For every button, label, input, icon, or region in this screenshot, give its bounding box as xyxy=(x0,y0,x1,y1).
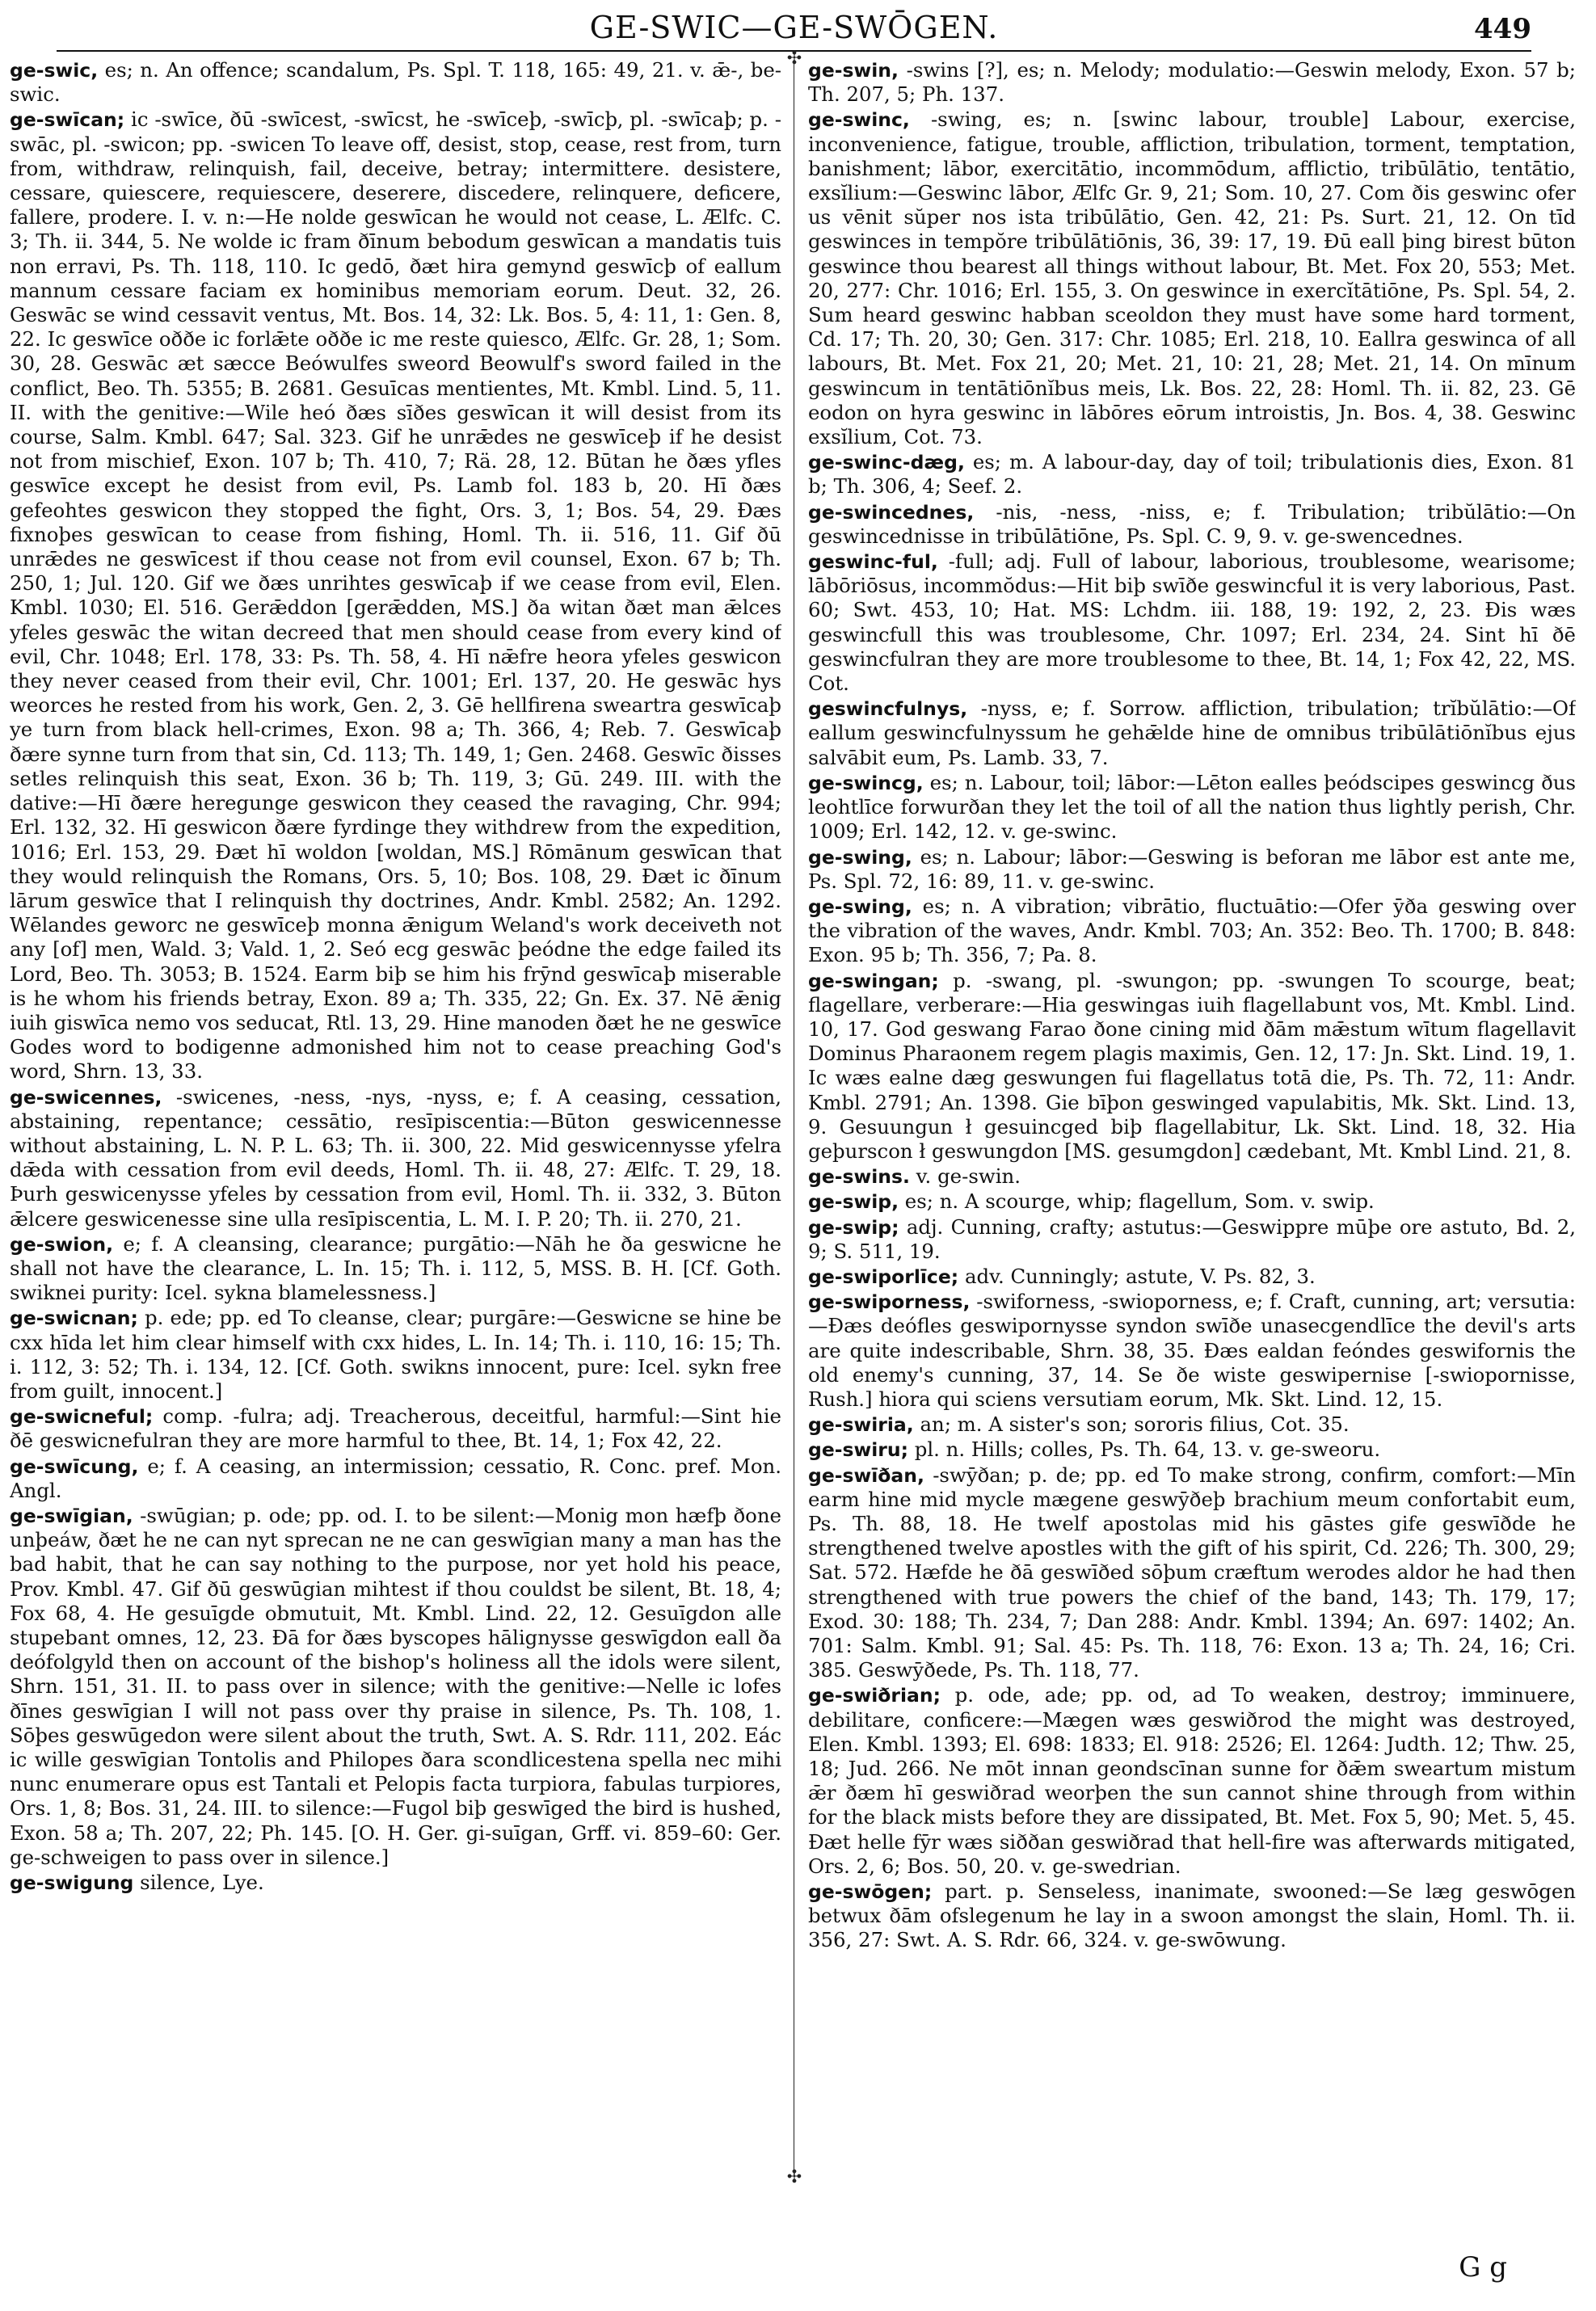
divider-top-ornament: ✣ xyxy=(786,48,802,69)
running-title: GE-SWIC—GE-SWŌGEN. xyxy=(589,10,999,45)
entry-definition: an; m. A sister's son; sororis filius, Cot. 35. xyxy=(913,1412,1350,1437)
entry-definition: -full; adj. Full of labour, laborious, troublesome, wearisome; lābōriōsus, incommŏdus:—Hit biþ swīðe geswincful it is very laborious, Past. 60; Swt. 453, 10; Hat. MS: Lchdm. iii. 188, 19: 192, 2, 23. Ðis wæs geswincfull this was troublesome, Chr. 1097; Erl. 234, 24. Sint hī ðē geswincfulran they are more troublesome to thee, Bt. 14, 1; Fox 42, 22, MS. Cot. xyxy=(808,549,1576,696)
dictionary-entry xyxy=(808,1189,1576,1214)
headword: ge-swincednes, xyxy=(808,500,975,524)
dictionary-entry xyxy=(808,969,1576,1164)
entry-definition: adv. Cunningly; astute, V. Ps. 82, 3. xyxy=(958,1264,1316,1288)
entry-definition: ic -swīce, ðū -swīcest, -swīcst, he -swīceþ, -swīcþ, pl. -swīcaþ; p. -swāc, pl. -swicon; pp. -swicen To leave off, desist, stop, cease, rest from, turn from, withdraw, relinquish, fail, deceive, betray; intermittere. desistere, cessare, quiescere, requiescere, deserere, discedere, relinquere, deficere, fallere, prodere. I. v. n:—He nolde geswīcan he would not cease, L. Ælfc. C. 3; Th. ii. 344, 5. Ne wolde ic fram ðīnum bebodum geswīcan a mandatis tuis non erravi, Ps. Th. 118, 110. Ic gedō, ðæt hira gemynd geswīcþ of eallum mannum cessare faciam ex hominibus memoriam eorum. Deut. 32, 26. Geswāc se wind cessavit ventus, Mt. Bos. 14, 32: Lk. Bos. 5, 4: 11, 1: Gen. 8, 22. Ic geswīce oððe ic forlǣte oððe ic me reste quiesco, Ælfc. Gr. 28, 1; Som. 30, 28. Geswāc æt sæcce Beówulfes sweord Beowulf's sword failed in the conflict, Beo. Th. 5355; B. 2681. Gesuīcas mentientes, Mt. Kmbl. Lind. 5, 11. II. with the genitive:—Wile heó ðæs sīðes geswīcan it will desist from its course, Salm. Kmbl. 647; Sal. 323. Gif he unrǣdes ne geswīceþ if he desist not from mischief, Exon. 107 b; Th. 410, 7; Rä. 28, 12. Būtan he ðæs yfles geswīce except he desist from evil, Ps. Lamb fol. 183 b, 20. Hī ðæs gefeohtes geswicon they stopped the fight, Ors. 3, 1; Bos. 54, 29. Ðæs fixnoþes geswīcan to cease from fishing, Homl. Th. ii. 516, 11. Gif ðū unrǣdes ne geswīcest if thou cease not from evil counsel, Exon. 67 b; Th. 250, 1; Jul. 120. Gif we ðæs unrihtes geswīcaþ if we cease from evil, Elen. Kmbl. 1030; El. 516. Gerǣddon [gerǣdden, MS.] ða witan ðæt man ǣlces yfeles geswāc the witan decreed that men should cease from every kind of evil, Chr. 1048; Erl. 178, 33: Ps. Th. 58, 4. Hī nǣfre heora yfeles geswicon they never ceased from their evil, Chr. 1001; Erl. 137, 20. He geswāc hys weorces he rested from his work, Gen. 2, 3. Gē hellfirena sweartra geswīcaþ ye turn from black hell-crimes, Exon. 98 a; Th. 366, 4; Reb. 7. Geswīcaþ ðære synne turn from that sin, Cd. 113; Th. 149, 1; Gen. 2468. Geswīc ðisses setles relinquish this seat, Exon. 36 b; Th. 119, 3; Gū. 249. III. with the dative:—Hī ðære heregunge geswicon they ceased the ravaging, Chr. 994; Erl. 132, 32. Hī geswicon ðære fyrdinge they withdrew from the expedition, 1016; Erl. 153, 29. Ðæt hī woldon [woldan, MS.] Rōmānum geswīcan that they would relinquish the Romans, Ors. 5, 10; Bos. 108, 29. Ðæt ic ðīnum lārum geswīce that I relinquish thy doctrines, Andr. Kmbl. 2582; An. 1292. Wēlandes geworc ne geswīceþ monna ǣnigum Weland's work deceiveth not any [of] men, Wald. 3; Vald. 1, 2. Seó ecg geswāc þeódne the edge failed its Lord, Beo. Th. 3053; B. 1524. Earm biþ se him his frȳnd geswīcaþ miserable is he whom his friends betray, Exon. 89 a; Th. 335, 22; Gn. Ex. 37. Nē ǣnig iuih giswīca nemo vos seducat, Rtl. 13, 29. Hine manoden ðæt he ne geswīce Godes word to bodigenne admonished him not to cease preaching God's word, Shrn. 13, 33. xyxy=(10,107,781,1084)
headword: ge-swip, xyxy=(808,1190,899,1214)
headword: ge-swingan; xyxy=(808,969,939,992)
headword: ge-swīðan, xyxy=(808,1463,924,1487)
entry-definition: -swicenes, -ness, -nys, -nyss, e; f. A ceasing, cessation, abstaining, repentance; cessātio, resīpiscentia:—Būton geswicennesse without abstaining, L. N. P. L. 63; Th. ii. 300, 22. Mid geswicennysse yfelra dǣda with cessation from evil deeds, Homl. Th. ii. 48, 27: Ælfc. T. 29, 18. Þurh geswicenysse yfeles by cessation from evil, Homl. Th. ii. 332, 3. Būton ǣlcere geswicenesse sine ulla resīpiscentia, L. M. I. P. 20; Th. ii. 270, 21. xyxy=(10,1084,781,1231)
entry-definition: es; n. A scourge, whip; flagellum, Som. v. swip. xyxy=(899,1189,1375,1214)
headword: ge-swicneful; xyxy=(10,1405,154,1429)
entry-definition: p. ode, ade; pp. od, ad To weaken, destroy; imminuere, debilitare, conficere:—Mægen wæs geswiðrod the might was destroyed, Elen. Kmbl. 1393; El. 698: 1833; El. 918: 2526; El. 1264: Judth. 12; Thw. 25, 18; Jud. 266. Ne mōt innan geondscīnan sunne for ðǣm sweartum mistum ǣr ðæm hī geswiðrad weorþen the sun cannot shine through from within for the black mists before they are dissipated, Bt. Met. Fox 5, 90; Met. 5, 45. Ðæt helle fȳr wæs siððan geswiðrad that hell-fire was afterwards mitigated, Ors. 2, 6; Bos. 50, 20. v. ge-swedrian. xyxy=(808,1683,1576,1878)
headword: ge-swiðrian; xyxy=(808,1684,941,1707)
headword: geswinc-ful, xyxy=(808,550,938,574)
headword: ge-swiria, xyxy=(808,1413,914,1437)
entry-definition: pl. n. Hills; colles, Ps. Th. 64, 13. v. ge-sweoru. xyxy=(907,1438,1381,1462)
headword: ge-swinc-dæg, xyxy=(808,451,965,474)
headword: ge-swin, xyxy=(808,59,899,82)
entry-definition: -swins [?], es; n. Melody; modulatio:—Geswin melody, Exon. 57 b; Th. 207, 5; Ph. 137. xyxy=(808,58,1576,107)
entry-definition: comp. -fulra; adj. Treacherous, deceitful, harmful:—Sint hie ðē geswicnefulran they are more harmful to thee, Bt. 14, 1; Fox 42, 22. xyxy=(10,1404,781,1453)
headword: ge-swic, xyxy=(10,59,99,82)
headword: ge-swigung xyxy=(10,1871,134,1895)
entry-definition: -swing, es; n. [swinc labour, trouble] Labour, exercise, inconvenience, fatigue, trouble, affliction, tribulation, torment, temptation, banishment; lābor, exercitātio, incommōdum, afflictio, tribūlātio, tentātio, exsĭlium:—Geswinc lābor, Ælfc Gr. 9, 21; Som. 10, 27. Com ðis geswinc ofer us vēnit sŭper nos ista tribūlātio, Gen. 42, 21: Ps. Surt. 21, 12. On tīd geswinces in tempŏre tribūlātiōnis, 36, 39: 17, 19. Ðū eall þing birest būton geswince thou bearest all things without labour, Bt. Met. Fox 20, 553; Met. 20, 277: Chr. 1016; Erl. 155, 3. On geswince in exercĭtātiōne, Ps. Spl. 54, 2. Sum heard geswinc habban sceoldon they must have some hard torment, Cd. 17; Th. 20, 30; Gen. 317: Chr. 1085; Erl. 218, 10. Eallra geswinca of all labours, Bt. Met. Fox 21, 20; Met. 21, 10: 21, 28; Met. 21, 14. On mīnum geswincum in tentātiōnĭbus meis, Lk. Bos. 22, 28: Homl. Th. ii. 82, 23. Gē eodon on hyra geswinc in lābōres eōrum introistis, Jn. Bos. 4, 38. Geswinc exsĭlium, Cot. 73. xyxy=(808,107,1576,449)
entry-definition: es; n. A vibration; vibrātio, fluctuātio:—Ofer ȳða geswing over the vibration of the waves, Andr. Kmbl. 703; An. 352: Beo. Th. 1700; B. 848: Exon. 95 b; Th. 356, 7; Pa. 8. xyxy=(808,894,1576,967)
left-column xyxy=(10,58,781,2240)
dictionary-entry xyxy=(808,697,1576,770)
dictionary-entry xyxy=(808,1880,1576,1953)
headword: ge-swiporness, xyxy=(808,1290,971,1314)
headword: ge-swicnan; xyxy=(10,1307,138,1330)
entry-definition: p. ede; pp. ed To cleanse, clear; purgāre:—Geswicne se hine be cxx hīda let him clear himself with cxx hides, L. In. 14; Th. i. 110, 16: 15; Th. i. 112, 3: 52; Th. i. 134, 12. [Cf. Goth. swikns innocent, pure: Icel. sykn free from guilt, innocent.] xyxy=(10,1306,781,1403)
entry-definition: -swūgian; p. ode; pp. od. I. to be silent:—Monig mon hæfþ ðone unþeáw, ðæt he ne can nyt sprecan ne ne can geswīgian many a man has the bad habit, that he can say nothing to the purpose, nor yet hold his peace, Prov. Kmbl. 47. Gif ðū geswūgian mihtest if thou couldst be silent, Bt. 18, 4; Fox 68, 4. He gesuīgde obmutuit, Mt. Kmbl. Lind. 22, 12. Gesuīgdon alle stupebant omnes, 12, 23. Ðā for ðæs byscopes hālignysse geswīgdon eall ða deófolgyld then on account of the bishop's holiness all the idols were silent, Shrn. 151, 31. II. to pass over in silence; with the genitive:—Nelle ic lofes ðīnes geswīgian I will not pass over thy praise in silence, Ps. Th. 108, 1. Sōþes geswūgedon were silent about the truth, Swt. A. S. Rdr. 111, 202. Eác ic wille geswīgian Tontolis and Philopes ðara scondlicestena spella nec mihi nunc enumerare opus est Tantali et Pelopis facta turpiora, fabulas turpiores, Ors. 1, 8; Bos. 31, 24. III. to silence:—Fugol biþ geswīged the bird is hushed, Exon. 58 a; Th. 207, 22; Ph. 145. [O. H. Ger. gi-suīgan, Grff. vi. 859–60: Ger. ge-schweigen to pass over in silence.] xyxy=(10,1503,781,1869)
headword: ge-swion, xyxy=(10,1232,114,1256)
dictionary-entry xyxy=(808,450,1576,499)
dictionary-entry xyxy=(808,1412,1576,1437)
dictionary-entry xyxy=(808,549,1576,696)
dictionary-entry xyxy=(808,500,1576,549)
headword: geswincfulnys, xyxy=(808,697,968,721)
entry-definition: silence, Lye. xyxy=(133,1871,264,1895)
entry-definition: es; n. An offence; scandalum, Ps. Spl. T. 118, 165: 49, 21. v. ǣ-, be-swic. xyxy=(10,58,781,107)
dictionary-entry xyxy=(808,845,1576,894)
dictionary-entry xyxy=(808,1438,1576,1462)
entry-definition: -nis, -ness, -niss, e; f. Tribulation; tribŭlātio:—On geswincednisse in tribūlātiōne, Ps. Spl. C. 9, 9. v. ge-swencednes. xyxy=(808,499,1576,548)
headword: ge-swip; xyxy=(808,1215,899,1239)
headword: ge-swing, xyxy=(808,845,912,869)
dictionary-entry xyxy=(808,1265,1576,1289)
dictionary-entry xyxy=(10,1404,781,1453)
entry-definition: es; n. Labour; lābor:—Geswing is beforan me lābor est ante me, Ps. Spl. 72, 16: 89, 11. v. ge-swinc. xyxy=(808,844,1576,893)
headword: ge-swiru; xyxy=(808,1438,908,1462)
dictionary-entry xyxy=(808,58,1576,107)
dictionary-entry xyxy=(808,1683,1576,1879)
headword: ge-swīcung, xyxy=(10,1454,139,1478)
entry-definition: v. ge-swin. xyxy=(909,1164,1021,1189)
dictionary-entry xyxy=(10,107,781,1084)
dictionary-entry xyxy=(10,1504,781,1870)
headword: ge-swīgian, xyxy=(10,1504,133,1527)
headword: ge-swinc, xyxy=(808,108,910,132)
entry-definition: es; n. Labour, toil; lābor:—Lēton ealles þeódscipes geswincg ðus leohtlīce forwurðan they let the toil of all the nation thus lightly perish, Chr. 1009; Erl. 142, 12. v. ge-swinc. xyxy=(808,770,1576,844)
dictionary-entry xyxy=(808,1215,1576,1264)
headword: ge-swiporlīce; xyxy=(808,1265,959,1288)
entry-definition: part. p. Senseless, inanimate, swooned:—Se læg geswōgen betwux ðām ofslegenum he lay in a swoon amongst the slain, Homl. Th. ii. 356, 27: Swt. A. S. Rdr. 66, 324. v. ge-swōwung. xyxy=(808,1880,1576,1952)
dictionary-entry xyxy=(808,771,1576,844)
entry-definition: e; f. A ceasing, an intermission; cessatio, R. Conc. pref. Mon. Angl. xyxy=(10,1454,781,1502)
entry-definition: -nyss, e; f. Sorrow. affliction, tribulation; trĭbŭlātio:—Of eallum geswincfulnyssum he gehǣlde hine de omnibus tribūlātiōnĭbus ejus salvābit eum, Ps. Lamb. 33, 7. xyxy=(808,697,1576,769)
entry-definition: e; f. A cleansing, clearance; purgātio:—Nāh he ða geswicne he shall not have the clearance, L. In. 15; Th. i. 112, 5, MSS. B. H. [Cf. Goth. swiknei purity: Icel. sykna blamelessness.] xyxy=(10,1231,781,1305)
dictionary-entry xyxy=(10,1454,781,1503)
headword: ge-swōgen; xyxy=(808,1880,933,1904)
headword: ge-swins. xyxy=(808,1165,910,1189)
entry-definition: es; m. A labour-day, day of toil; tribulationis dies, Exon. 81 b; Th. 306, 4; Seef. 2. xyxy=(808,450,1576,499)
dictionary-entry xyxy=(10,58,781,107)
dictionary-entry xyxy=(10,1232,781,1306)
dictionary-entry xyxy=(808,107,1576,449)
dictionary-entry xyxy=(808,1290,1576,1412)
dictionary-entry xyxy=(808,1463,1576,1683)
entry-definition: adj. Cunning, crafty; astutus:—Geswippre mūþe ore astuto, Bd. 2, 9; S. 511, 19. xyxy=(808,1214,1576,1263)
dictionary-entry xyxy=(10,1085,781,1231)
signature-mark: G g xyxy=(1459,2251,1507,2284)
divider-bottom-ornament: ✣ xyxy=(786,2167,802,2187)
dictionary-entry xyxy=(10,1871,781,1895)
entry-definition: p. -swang, pl. -swungon; pp. -swungen To scourge, beat; flagellare, verberare:—Hia geswingas iuih flagellabunt vos, Mt. Kmbl. Lind. 10, 17. God geswang Farao ðone cining mid ðām mǣstum wītum flagellavit Dominus Pharaonem regem plagis maximis, Gen. 12, 17: Jn. Skt. Lind. 19, 1. Ic wæs ealne dæg geswungen fui flagellatus totā die, Ps. Th. 72, 11: Andr. Kmbl. 2791; An. 1398. Gie bīþon geswinged vapulabitis, Mk. Skt. Lind. 13, 9. Gesuungun ł gesuincged biþ flagellabitur, Lk. Skt. Lind. 18, 32. Hia geþurscon ł geswungdon [MS. gesumgdon] cædebant, Mt. Kmbl Lind. 21, 8. xyxy=(808,968,1576,1163)
right-column xyxy=(808,58,1576,2240)
headword: ge-swing, xyxy=(808,895,912,918)
dictionary-entry xyxy=(808,1164,1576,1189)
entry-definition: -swiforness, -swioporness, e; f. Craft, cunning, art; versutia:—Ðæs deófles geswipornysse syndon swīðe unasecgendlīce the devil's arts are quite indescribable, Shrn. 38, 35. Ðæs ealdan feóndes geswifornis the old enemy's cunning, 37, 14. Se ðe wiste geswipernise [-swiopornisse, Rush.] hiora qui sciens versutiam eorum, Mk. Skt. Lind. 12, 15. xyxy=(808,1290,1576,1411)
entry-definition: -swȳðan; p. de; pp. ed To make strong, confirm, comfort:—Mīn earm hine mid mycle mægene geswȳðeþ brachium meum confortabit eum, Ps. Th. 88, 18. He twelf apostolas mid his gāstes gife geswīðde he strengthened twelve apostles with the gift of his spirit, Cd. 226; Th. 300, 29; Sat. 572. Hæfde he ðā geswīðed sōþum cræftum werodes aldor he had then strengthened with true powers the chief of the band, 143; Th. 179, 17; Exod. 30: 188; Th. 234, 7; Dan 288: Andr. Kmbl. 1394; An. 697: 1402; An. 701: Salm. Kmbl. 91; Sal. 45: Ps. Th. 118, 76: Exon. 13 a; Th. 24, 16; Cri. 385. Geswȳðede, Ps. Th. 118, 77. xyxy=(808,1463,1576,1682)
dictionary-entry xyxy=(808,895,1576,968)
headword: ge-swicennes, xyxy=(10,1085,162,1109)
headword: ge-swincg, xyxy=(808,771,924,794)
page-number: 449 xyxy=(1474,13,1531,45)
headword: ge-swīcan; xyxy=(10,108,125,132)
dictionary-entry xyxy=(10,1306,781,1404)
page-header xyxy=(57,5,1531,52)
